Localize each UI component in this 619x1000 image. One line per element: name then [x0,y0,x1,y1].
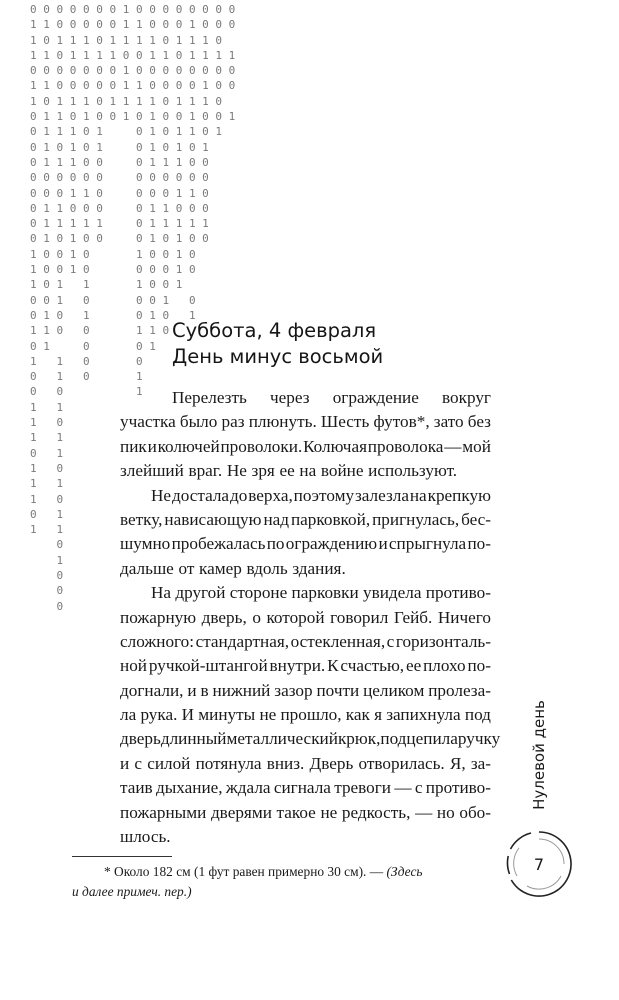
binary-row: 0 1 1 1 0 1 0 1 0 1 1 0 1 [30,125,223,139]
binary-row: 1 0 1 1 1 0 0 1 [30,278,183,292]
binary-row: 0 [30,599,64,613]
page-number-badge [503,828,575,900]
page-number: 7 [533,854,545,874]
body-line: Не достала до верха, поэтому залезла на крепкую [151,485,491,505]
running-head-text: Нулевой день [530,700,548,810]
footnote [72,862,492,901]
binary-row: 0 1 1 0 1 0 0 1 0 1 0 0 1 0 0 1 [30,110,236,124]
binary-row: 0 1 [30,507,64,521]
binary-row: 0 0 1 0 0 0 1 0 [30,293,196,307]
body-line: ветку, нависающую над парковкой, пригнулась, бес- [120,509,491,529]
body-line: и с силой потянула вниз. Дверь отворилась. Я, за- [120,753,491,773]
body-line: догнали, и в нижний зазор почти целиком пролеза- [120,680,491,700]
binary-row: 0 1 0 0 1 [30,339,156,353]
footnote-line-1 [72,862,492,882]
body-line: ной ручкой-штангой внутри. К счастью, ее плохо по- [120,656,491,676]
binary-row: 1 [30,553,64,567]
binary-row: 0 1 1 1 1 1 0 1 1 1 1 1 [30,217,209,231]
binary-row: 0 [30,568,64,582]
binary-row: 0 0 0 1 1 0 0 0 0 1 1 0 [30,186,209,200]
chapter-date: Суббота, 4 февраля [172,319,377,342]
body-line: пожарную дверь, о которой говорил Гейб. Ничего [120,607,491,627]
body-line: пик и колючей проволоки. Колючая проволока — мой [120,436,491,456]
binary-row: 1 0 1 1 1 0 1 1 1 1 0 1 1 1 0 [30,33,223,47]
binary-row: 1 1 [30,477,64,491]
body-line: злейший враг. Не зря ее на войне используют. [120,461,458,481]
binary-row: 0 1 0 1 0 1 0 1 0 1 0 1 [30,140,209,154]
footnote-note: (Здесь [386,864,423,879]
body-line: дверь длинный металлический крюк, подцепила ручку [120,729,501,749]
binary-row: 0 0 0 0 0 0 0 1 0 0 0 0 0 0 0 0 [30,64,236,78]
binary-row: 1 0 [30,461,64,475]
binary-row: 1 1 0 0 1 1 0 [30,324,170,338]
body-line: шлось. [120,827,171,847]
footnote-line-2 [72,882,492,902]
binary-row: 0 1 1 0 0 0 0 1 1 0 0 0 [30,201,209,215]
body-line: пожарными дверями такое не редкость, — но обо- [120,802,491,822]
chapter-heading [172,318,383,370]
binary-row: 0 1 [30,446,64,460]
footnote-note-cont: и далее примеч. пер.) [72,883,192,899]
binary-row: 0 1 1 1 0 0 0 1 1 1 0 0 [30,155,209,169]
body-line: шумно пробежалась по ограждению и спрыгнула по- [120,534,491,554]
binary-row: 1 1 0 1 1 1 1 0 0 1 1 0 1 1 1 1 [30,48,236,62]
footnote-text: * Около 182 см (1 фут равен примерно 30 см). — [104,864,387,879]
body-line: На другой стороне парковки увидела противо- [151,583,491,603]
body-line: таив дыхание, ждала сигнала тревоги — с противо- [120,778,491,798]
body-line: участка было раз плюнуть. Шесть футов*, зато без [120,412,491,432]
binary-row: 1 0 0 1 0 1 0 0 1 0 [30,247,196,261]
binary-row: 0 [30,584,64,598]
binary-row: 0 0 1 [30,385,143,399]
binary-row: 1 1 0 0 0 0 0 1 1 0 0 0 1 0 0 0 [30,18,236,32]
binary-row: 1 1 0 0 0 0 0 1 1 0 0 0 0 1 0 0 [30,79,236,93]
binary-row: 0 1 0 1 0 0 0 1 0 1 0 0 [30,232,209,246]
binary-row: 1 1 [30,523,64,537]
binary-row: 1 0 [30,492,64,506]
binary-row: 1 1 [30,431,64,445]
binary-row: 0 0 0 0 0 0 0 0 0 0 0 0 [30,171,209,185]
binary-row: 0 0 0 0 0 0 0 1 0 0 0 0 0 0 0 0 [30,3,236,16]
chapter-subtitle: День минус восьмой [172,345,384,368]
body-line: дальше от камер вдоль здания. [120,558,346,578]
body-line: Перелезть через ограждение вокруг [172,388,491,407]
binary-row: 0 1 0 1 0 1 0 1 [30,308,196,322]
binary-row: 1 0 [30,416,64,430]
binary-row: 1 1 0 0 [30,354,143,368]
body-line: ла рука. И минуты не прошло, как я запихнула под [120,705,491,725]
running-head [504,680,574,830]
binary-row: 1 0 0 1 0 0 0 0 1 0 [30,263,196,277]
body-text [120,386,501,849]
binary-row: 1 1 [30,400,64,414]
binary-row: 0 [30,538,64,552]
binary-row: 0 1 0 1 [30,370,143,384]
footnote-divider [72,856,172,857]
binary-row: 1 0 1 1 1 0 1 1 1 1 0 1 1 1 0 [30,94,223,108]
body-line: сложного: стандартная, остекленная, с горизонталь- [120,631,491,651]
